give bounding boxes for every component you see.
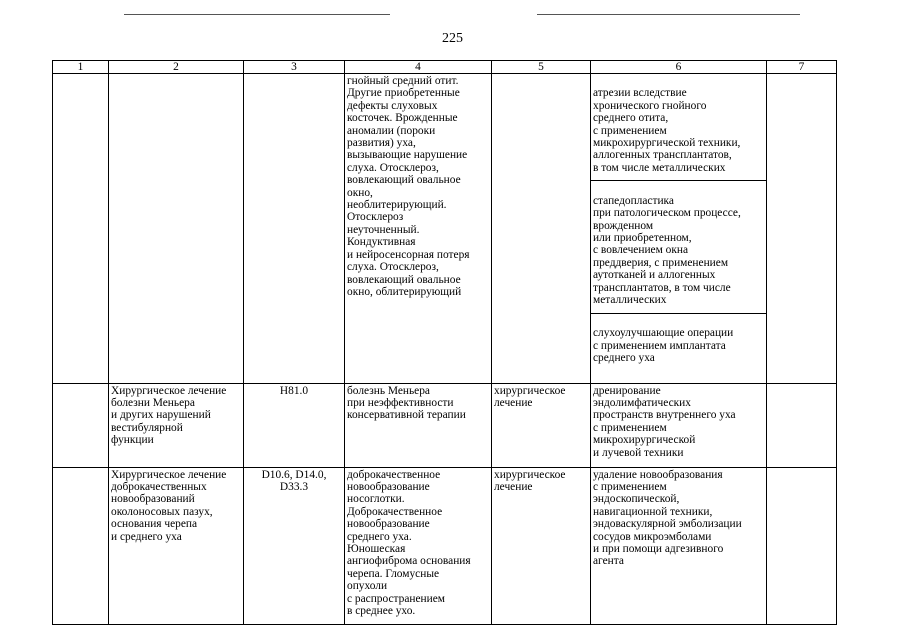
- cell-r1-c2: [109, 74, 244, 384]
- cell-r1-methods: [591, 74, 767, 384]
- cell-r1-diagnosis: гнойный средний отит. Другие приобретенные дефекты слуховых косточек. Врожденные аномалии (пороки развития) уха, вызывающие нарушение слуха. Отосклероз, вовлекающий овальное окно, необлитерирующий. Отосклероз неуточненный. Кондуктивная и нейросенсорная потеря слуха. Отосклероз, вовлекающий овальное окно, облитерирующий: [345, 74, 492, 384]
- cell-r2-c1: [53, 383, 109, 467]
- header-col-3: 3: [244, 61, 345, 74]
- method-hearing-implant: слухоулучшающие операции с применением имплантата среднего уха: [593, 327, 734, 365]
- page-number: 225: [442, 31, 463, 46]
- cell-r2-c7: [767, 383, 837, 467]
- table-row: [53, 74, 837, 384]
- cell-r2-treatment: Хирургическое лечение болезни Меньера и других нарушений вестибулярной функции: [109, 383, 244, 467]
- cell-r1-c1: [53, 74, 109, 384]
- table-row: [53, 383, 837, 467]
- header-col-7: 7: [767, 61, 837, 74]
- table-row: [53, 467, 837, 624]
- top-rule-left: [124, 14, 390, 15]
- top-rule-right: [537, 14, 800, 15]
- cell-r2-type: хирургическое лечение: [492, 383, 591, 467]
- header-col-4: 4: [345, 61, 492, 74]
- header-col-6: 6: [591, 61, 767, 74]
- cell-r3-c7: [767, 467, 837, 624]
- cell-r2-method: дренирование эндолимфатических пространств внутреннего уха с применением микрохирургической и лучевой техники: [591, 383, 767, 467]
- cell-r3-method: удаление новообразования с применением эндоскопической, навигационной техники, эндоваскулярной эмболизации сосудов микроэмболами и при помощи адгезивного агента: [591, 467, 767, 624]
- header-row: [53, 61, 837, 74]
- cell-r1-c7: [767, 74, 837, 384]
- method-stapedoplasty: стапедопластика при патологическом процессе, врожденном или приобретенном, с вовлечением окна преддверия, с применением аутотканей и аллогенных трансплантатов, в том числе металлических: [591, 194, 766, 314]
- procedures-table: [52, 60, 837, 625]
- cell-r3-c1: [53, 467, 109, 624]
- method-atresia: атрезии вследствие хронического гнойного среднего отита, с применением микрохирургической техники, аллогенных трансплантатов, в том числе металлических: [591, 86, 766, 181]
- cell-r2-diagnosis: болезнь Меньера при неэффективности консервативной терапии: [345, 383, 492, 467]
- cell-r2-code: H81.0: [244, 383, 345, 467]
- header-col-5: 5: [492, 61, 591, 74]
- cell-r1-c5: [492, 74, 591, 384]
- cell-r3-code: D10.6, D14.0, D33.3: [244, 467, 345, 624]
- header-col-2: 2: [109, 61, 244, 74]
- header-col-1: 1: [53, 61, 109, 74]
- cell-r1-c3: [244, 74, 345, 384]
- cell-r3-diagnosis: доброкачественное новообразование носоглотки. Доброкачественное новообразование среднего уха. Юношеская ангиофиброма основания черепа. Гломусные опухоли с распространением в среднее ухо.: [345, 467, 492, 624]
- cell-r3-type: хирургическое лечение: [492, 467, 591, 624]
- cell-r3-treatment: Хирургическое лечение доброкачественных новообразований околоносовых пазух, основания черепа и среднего уха: [109, 467, 244, 624]
